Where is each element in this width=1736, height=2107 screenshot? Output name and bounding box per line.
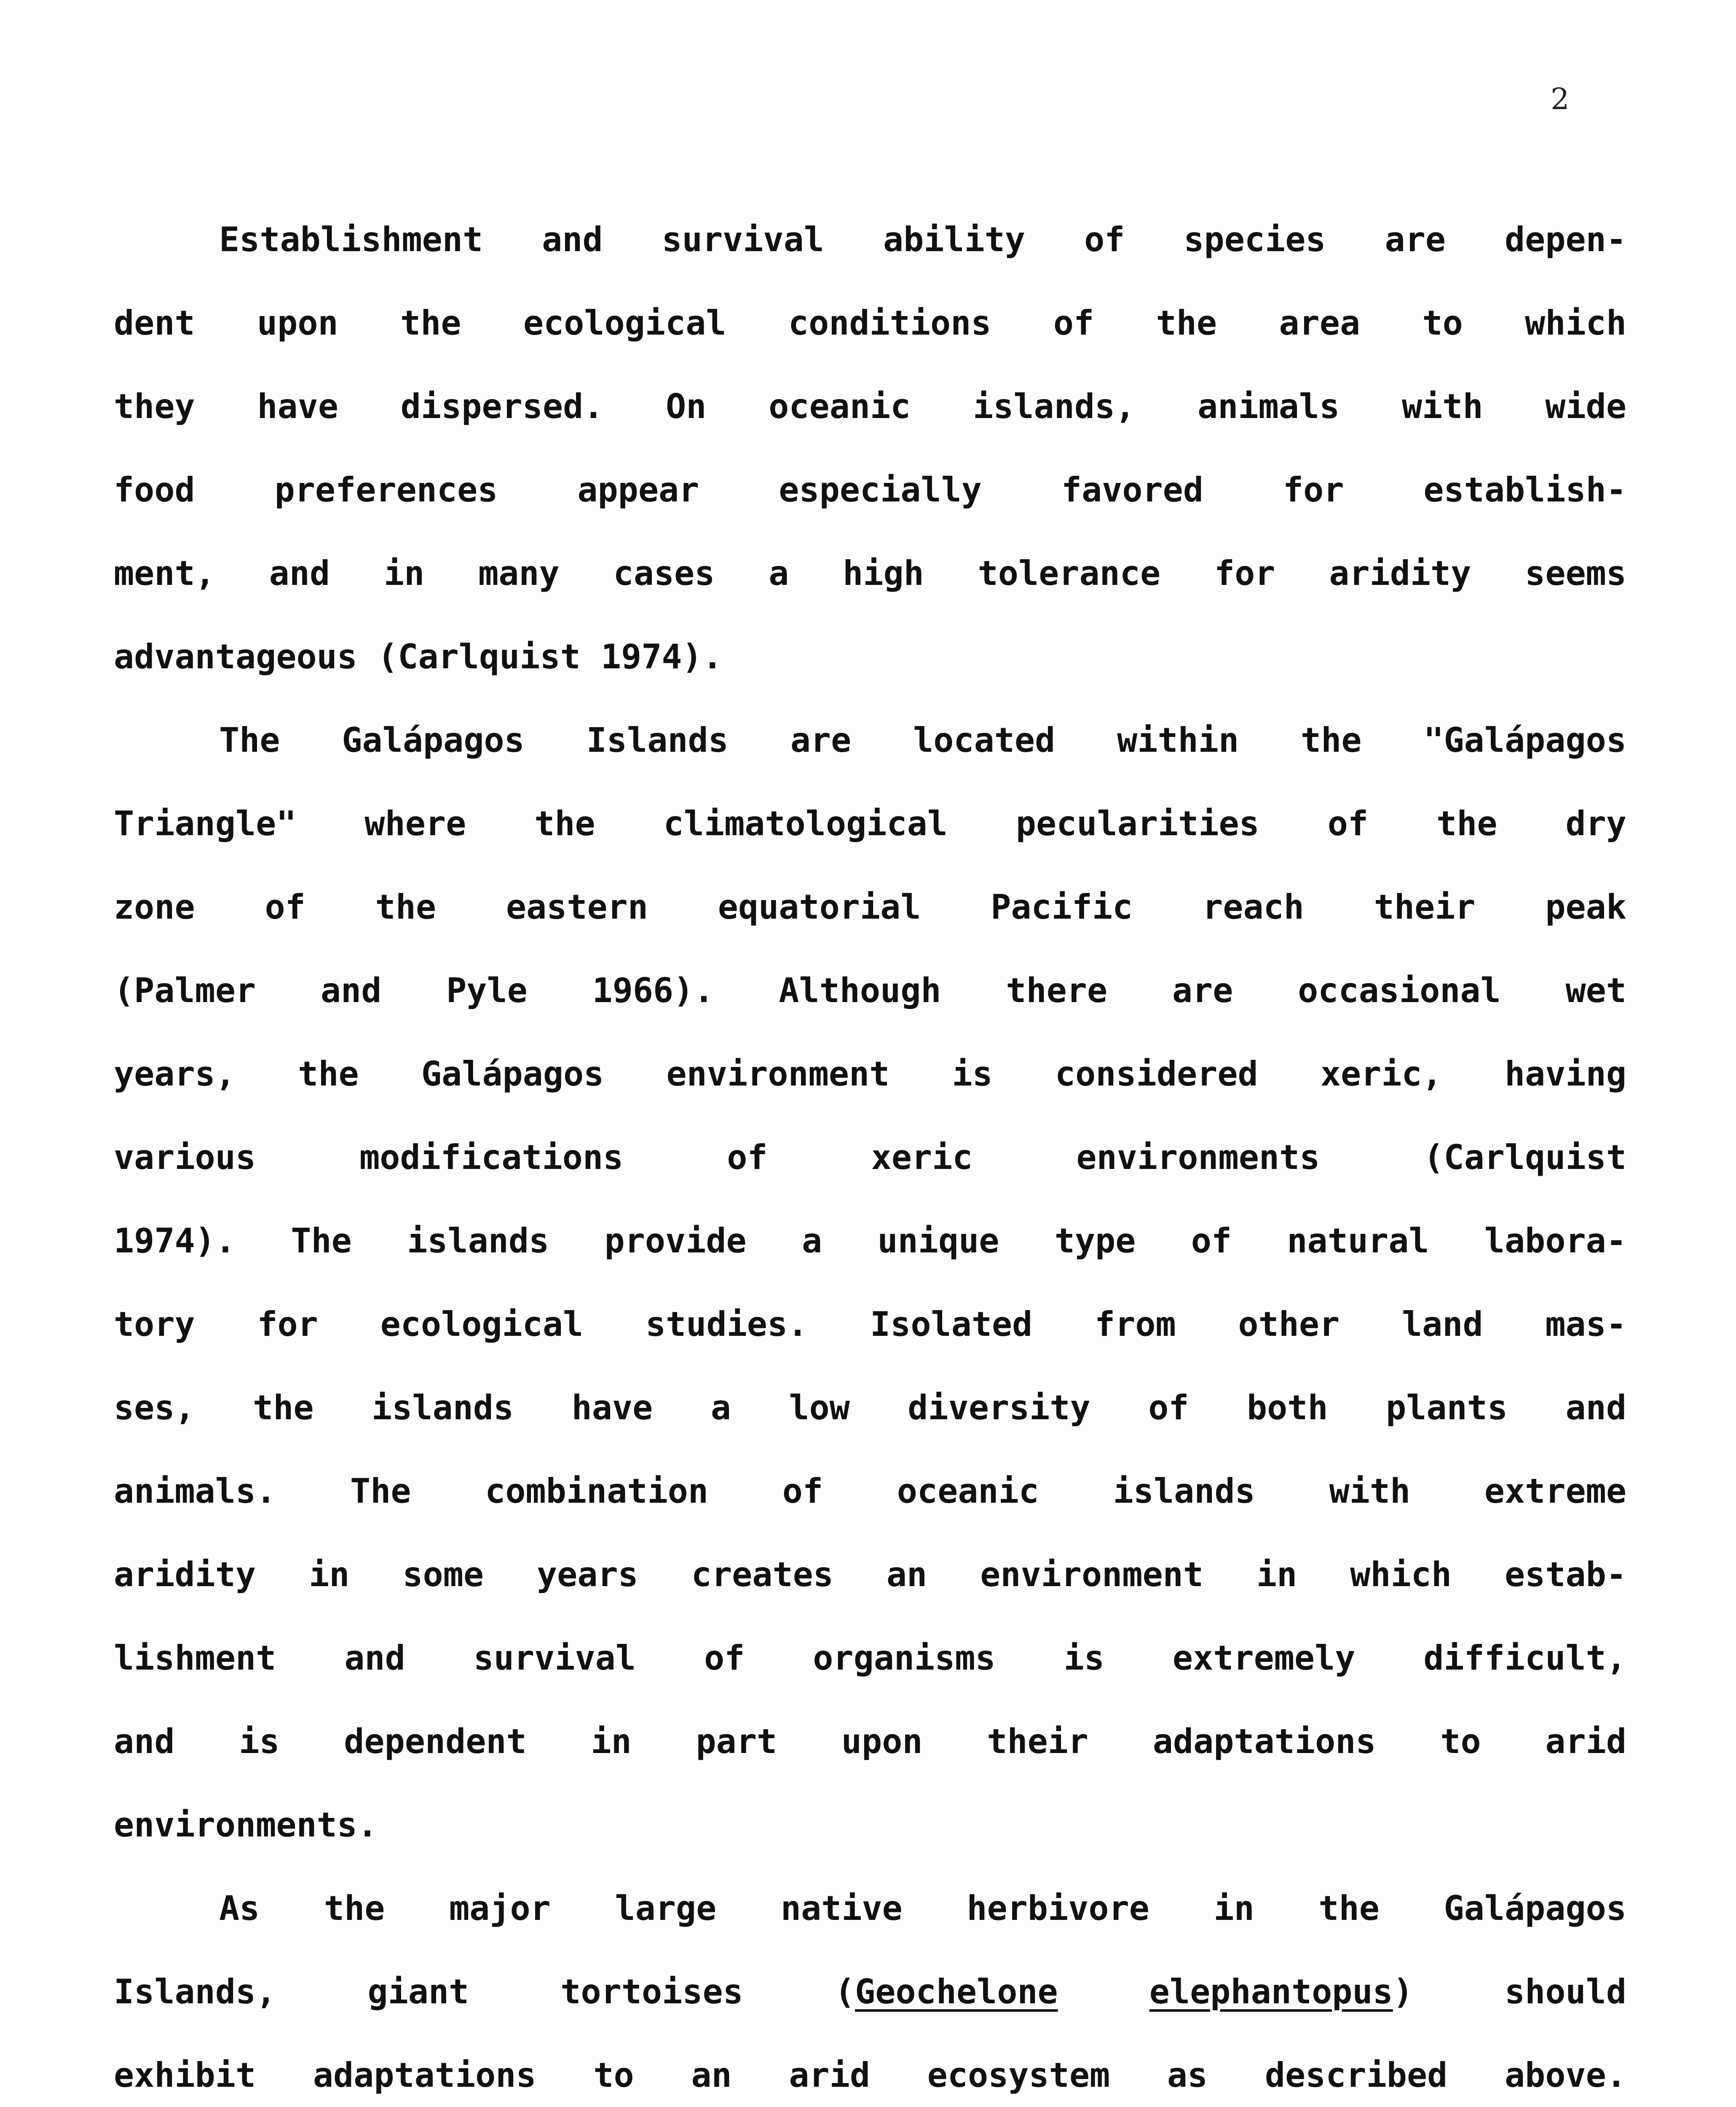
text-line bbox=[114, 1450, 1626, 1533]
underlined-term: elephantopus bbox=[1149, 1972, 1393, 2011]
text-segment: food preferences appear especially favored for establish- bbox=[114, 470, 1626, 509]
text-segment: Islands, giant tortoises ( bbox=[114, 1972, 855, 2011]
text-line bbox=[114, 699, 1626, 782]
text-line bbox=[114, 949, 1626, 1032]
page-number: 2 bbox=[1551, 82, 1570, 116]
text-segment: and is dependent in part upon their adaptations to arid bbox=[114, 1722, 1626, 1761]
text-segment: years, the Galápagos environment is considered xeric, having bbox=[114, 1054, 1626, 1094]
text-line bbox=[114, 1283, 1626, 1366]
text-line bbox=[114, 1032, 1626, 1116]
text-segment: environments. bbox=[114, 1805, 378, 1844]
body-text bbox=[114, 198, 1626, 2107]
text-segment bbox=[1058, 1972, 1149, 2011]
text-line bbox=[114, 1616, 1626, 1700]
text-segment: exhibit adaptations to an arid ecosystem as described above. bbox=[114, 2056, 1626, 2095]
text-line bbox=[114, 198, 1626, 281]
text-segment: advantageous (Carlquist 1974). bbox=[114, 637, 723, 676]
text-segment: Triangle" where the climatological pecularities of the dry bbox=[114, 804, 1626, 843]
text-segment: they have dispersed. On oceanic islands, animals with wide bbox=[114, 387, 1626, 426]
text-line bbox=[114, 448, 1626, 532]
text-line bbox=[114, 866, 1626, 949]
text-line bbox=[114, 1700, 1626, 1783]
text-segment: lishment and survival of organisms is extremely difficult, bbox=[114, 1638, 1626, 1678]
text-line bbox=[114, 281, 1626, 365]
text-line bbox=[114, 532, 1626, 615]
text-line bbox=[114, 782, 1626, 866]
text-line bbox=[114, 1366, 1626, 1450]
text-line bbox=[114, 1950, 1626, 2034]
text-line bbox=[114, 1783, 1626, 1867]
text-line bbox=[114, 1199, 1626, 1283]
text-line bbox=[114, 1867, 1626, 1950]
text-segment: As the major large native herbivore in the Galápagos bbox=[219, 1889, 1626, 1928]
text-segment: The Galápagos Islands are located within the "Galápagos bbox=[219, 721, 1626, 760]
text-segment: animals. The combination of oceanic islands with extreme bbox=[114, 1472, 1626, 1511]
text-segment: 1974). The islands provide a unique type of natural labora- bbox=[114, 1221, 1626, 1260]
text-line bbox=[114, 1533, 1626, 1616]
text-line bbox=[114, 365, 1626, 448]
text-segment: zone of the eastern equatorial Pacific reach their peak bbox=[114, 887, 1626, 927]
text-segment: ment, and in many cases a high tolerance for aridity seems bbox=[114, 554, 1626, 593]
text-segment: ) should bbox=[1393, 1972, 1626, 2011]
text-segment: (Palmer and Pyle 1966). Although there are occasional wet bbox=[114, 971, 1626, 1010]
text-line bbox=[114, 615, 1626, 699]
text-segment: Establishment and survival ability of species are depen- bbox=[219, 220, 1626, 259]
text-line bbox=[114, 1116, 1626, 1199]
text-segment: various modifications of xeric environments (Carlquist bbox=[114, 1138, 1626, 1177]
text-segment: ses, the islands have a low diversity of both plants and bbox=[114, 1388, 1626, 1427]
text-segment: tory for ecological studies. Isolated from other land mas- bbox=[114, 1305, 1626, 1344]
text-segment: aridity in some years creates an environment in which estab- bbox=[114, 1555, 1626, 1594]
text-segment: dent upon the ecological conditions of the area to which bbox=[114, 303, 1626, 343]
text-line bbox=[114, 2034, 1626, 2107]
underlined-term: Geochelone bbox=[855, 1972, 1058, 2011]
